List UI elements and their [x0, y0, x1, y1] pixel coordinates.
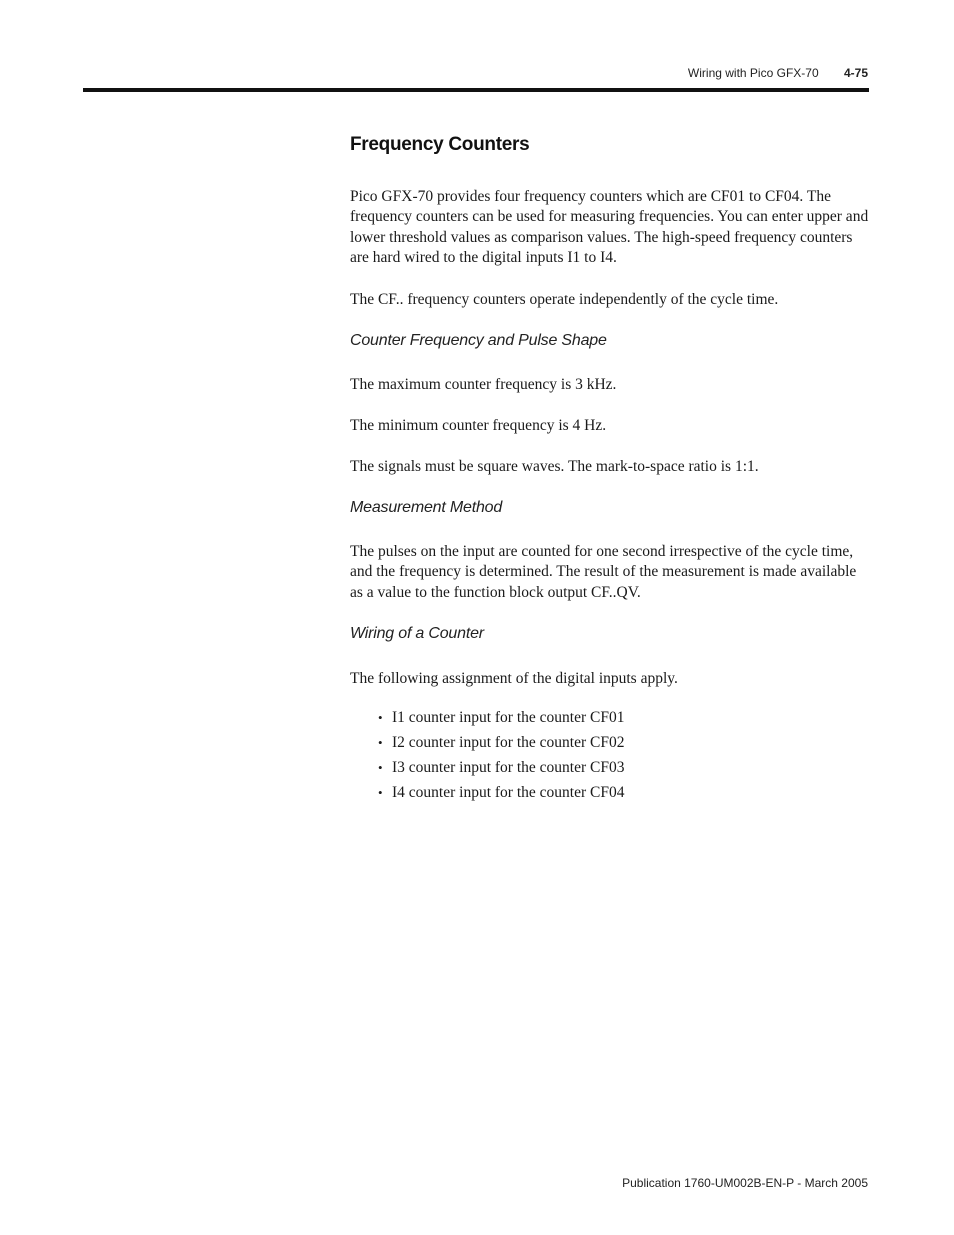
publication-footer: Publication 1760-UM002B-EN-P - March 2005	[622, 1176, 868, 1190]
bullet-icon: •	[378, 735, 383, 750]
bullet-icon: •	[378, 710, 383, 725]
bullet-icon: •	[378, 785, 383, 800]
list-item: • I3 counter input for the counter CF03	[378, 759, 625, 776]
signals-paragraph: The signals must be square waves. The mark-to-space ratio is 1:1.	[350, 458, 759, 475]
section-title: Frequency Counters	[350, 134, 530, 155]
running-header	[688, 66, 868, 80]
subsection-title-wiring: Wiring of a Counter	[350, 625, 484, 642]
subsection-title-pulse-shape: Counter Frequency and Pulse Shape	[350, 332, 607, 349]
measurement-paragraph: The pulses on the input are counted for one second irrespective of the cycle time, and the frequency is determined. The result of the measurement is made available as a value to the function block output CF..QV.	[350, 543, 857, 601]
list-item: • I4 counter input for the counter CF04	[378, 784, 625, 801]
subsection-title-measurement: Measurement Method	[350, 499, 503, 516]
max-frequency-paragraph: The maximum counter frequency is 3 kHz.	[350, 376, 617, 393]
list-item: • I1 counter input for the counter CF01	[378, 709, 625, 726]
bullet-icon: •	[378, 760, 383, 775]
page-number: 4-75	[843, 66, 868, 80]
header-rule	[83, 88, 869, 92]
intro-paragraph: Pico GFX-70 provides four frequency counters which are CF01 to CF04. The frequency counters can be used for measuring frequencies. You can enter upper and lower threshold values as comparison values. The high-speed frequency counters are hard wired to the digital inputs I1 to I4.	[350, 188, 869, 267]
wiring-paragraph: The following assignment of the digital inputs apply.	[350, 670, 678, 687]
independence-paragraph: The CF.. frequency counters operate independently of the cycle time.	[350, 291, 779, 308]
min-frequency-paragraph: The minimum counter frequency is 4 Hz.	[350, 417, 607, 434]
running-header-title: Wiring with Pico GFX-70	[687, 66, 819, 80]
counter-input-list	[378, 708, 624, 808]
list-item: • I2 counter input for the counter CF02	[378, 734, 625, 751]
